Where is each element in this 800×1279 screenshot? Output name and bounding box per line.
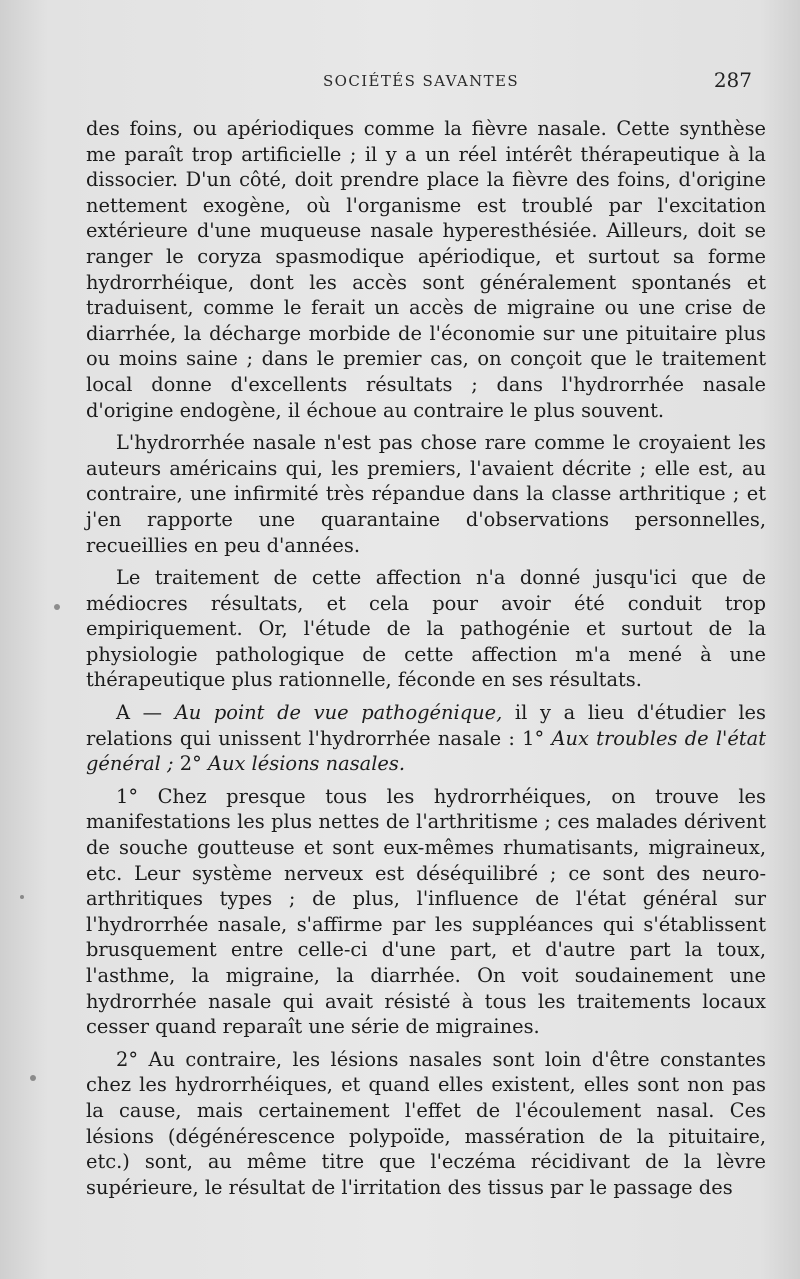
page-number: 287 xyxy=(713,68,752,92)
body-text xyxy=(86,116,766,1200)
paper-blemish xyxy=(20,895,24,899)
paragraph-point-2: 2° Au contraire, les lésions nasales sont loin d'être constantes chez les hydrorrhéiques, et quand elles existent, elles sont non pas la cause, mais certainement l'effet de l'écoulement nasal. Ces lésions (dégénérescence polypoïde, massération de la pituitaire, etc.) sont, au même titre que l'eczéma récidivant de la lèvre supérieure, le résultat de l'irritation des tissus par le passage des xyxy=(86,1047,766,1199)
paragraph-section-a xyxy=(86,700,766,777)
paper-blemish xyxy=(30,1075,36,1081)
paper-blemish xyxy=(54,604,60,610)
page-header xyxy=(90,68,752,98)
section-a-text: il y a lieu d'étudier les relations qui unissent l'hydrorrhée nasale : 1° xyxy=(86,701,766,750)
section-a-item-2: Aux lésions nasales. xyxy=(207,752,406,776)
paragraph-continuation: des foins, ou apériodiques comme la fièvre nasale. Cette synthèse me paraît trop artificielle ; il y a un réel intérêt thérapeutique à la dissocier. D'un côté, doit prendre place la fièvre des foins, d'origine nettement exogène, où l'organisme est troublé par l'excitation extérieure d'une muqueuse nasale hyperesthésiée. Ailleurs, doit se ranger le coryza spasmodique apériodique, et surtout sa forme hydrorrhéique, dont les accès sont généralement spontanés et traduisent, comme le ferait un accès de migraine ou une crise de diarrhée, la décharge morbide de l'économie sur une pituitaire plus ou moins saine ; dans le premier cas, on conçoit que le traitement local donne d'excellents résultats ; dans l'hydrorrhée nasale d'origine endogène, il échoue au contraire le plus souvent. xyxy=(86,117,766,422)
section-a-prefix: A — xyxy=(116,701,175,725)
paragraph-point-1: 1° Chez presque tous les hydrorrhéiques, on trouve les manifestations les plus nettes de l'arthritisme ; ces malades dérivent de souche goutteuse et sont eux-mêmes rhumatisants, migraineux, etc. Leur système nerveux est déséquilibré ; ce sont des neuro-arthritiques types ; de plus, l'influence de l'état général sur l'hydrorrhée nasale, s'affirme par les suppléances qui s'établissent brusquement entre celle-ci d'une part, et d'autre part la toux, l'asthme, la migraine, la diarrhée. On voit soudainement une hydrorrhée nasale qui avait résisté à tous les traitements locaux cesser quand reparaît une série de migraines. xyxy=(86,784,766,1039)
paragraph-traitement: Le traitement de cette affection n'a donné jusqu'ici que de médiocres résultats, et cela pour avoir été conduit trop empiriquement. Or, l'étude de la pathogénie et surtout de la physiologie pathologique de cette affection m'a mené à une thérapeutique plus rationnelle, féconde en ses résultats. xyxy=(86,566,766,692)
running-head: SOCIÉTÉS SAVANTES xyxy=(322,72,520,90)
section-a-heading: Au point de vue pathogénique, xyxy=(174,701,503,725)
paragraph-hydrorrhee: L'hydrorrhée nasale n'est pas chose rare comme le croyaient les auteurs américains qui, les premiers, l'avaient décrite ; elle est, au contraire, une infirmité très répandue dans la classe arthritique ; et j'en rapporte une quarantaine d'observations personnelles, recueillies en peu d'années. xyxy=(86,431,766,557)
section-a-number-2: 2° xyxy=(173,752,208,776)
section-a-item-1: Aux troubles de l'état général ; xyxy=(86,726,766,776)
